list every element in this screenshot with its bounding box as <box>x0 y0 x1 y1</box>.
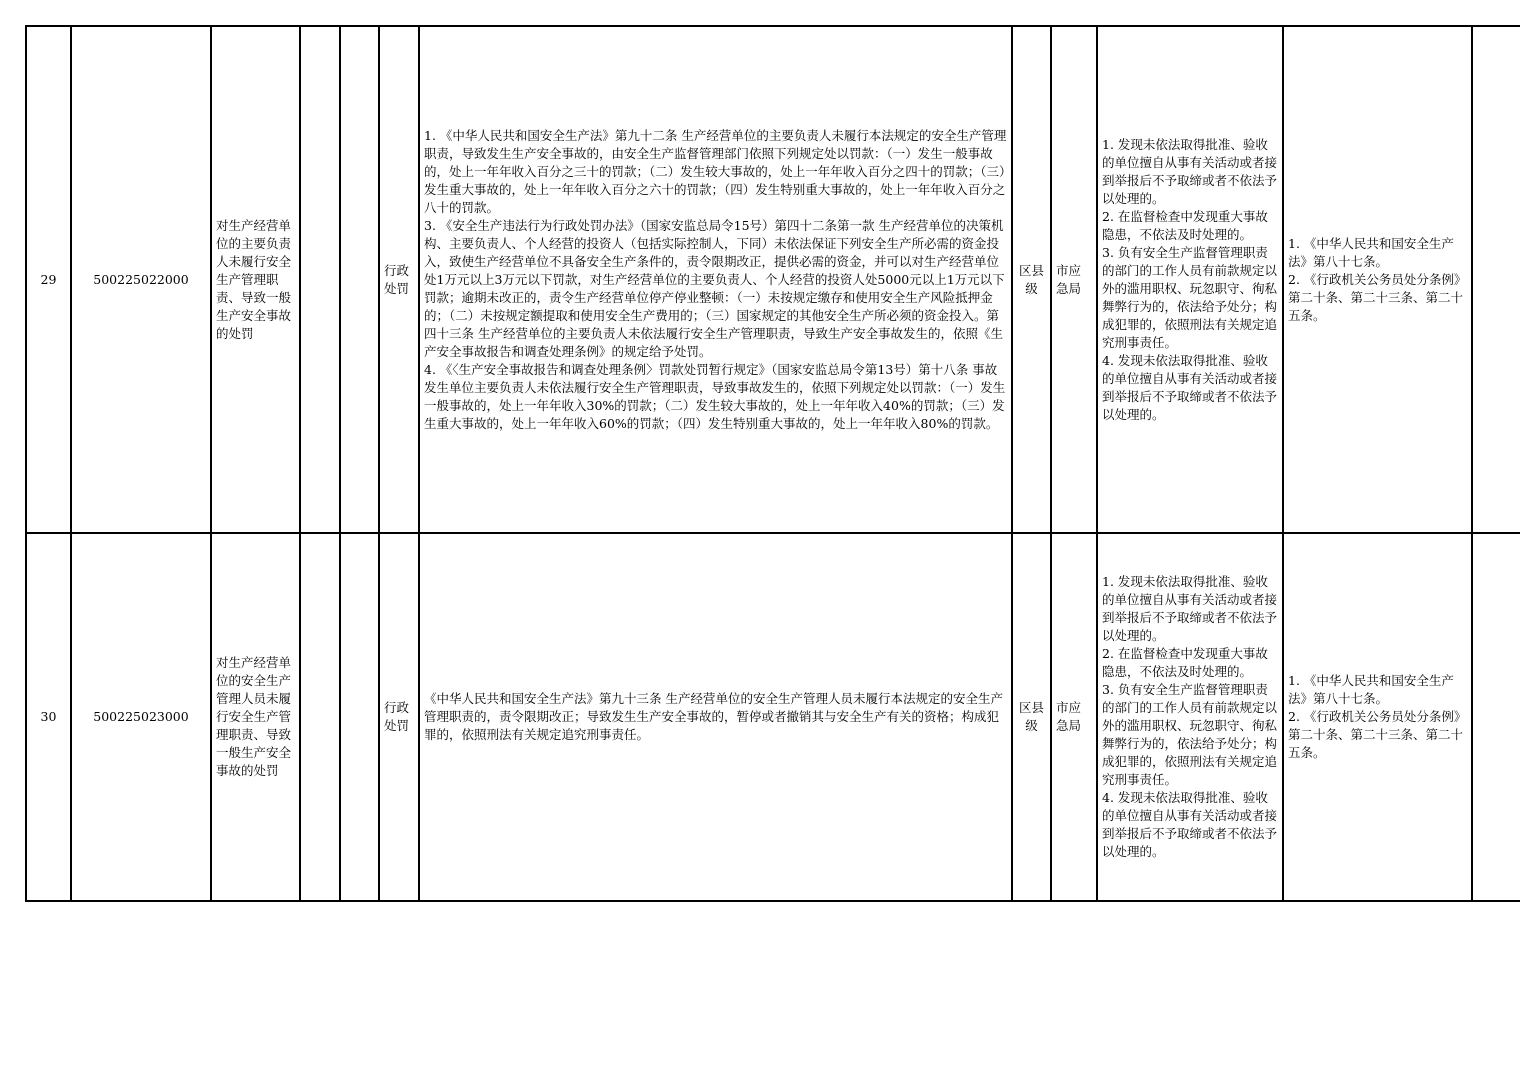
item-name: 对生产经营单位的安全生产管理人员未履行安全生产管理职责、导致一般生产安全事故的处罚 <box>211 533 300 901</box>
item-code: 500225022000 <box>71 26 211 533</box>
duty-item: 4. 发现未依法取得批准、验收的单位擅自从事有关活动或者接到举报后不予取缔或者不依法予以处理的。 <box>1102 352 1278 422</box>
accountability-basis <box>1283 26 1472 533</box>
empty-cell <box>1472 533 1520 901</box>
legal-basis-para: 4. 《〈生产安全事故报告和调查处理条例〉罚款处罚暂行规定》（国家安监总局令第13号）第十八条 事故发生单位主要负责人未依法履行安全生产管理职责，导致事故发生的，依照下列规定处以罚款：（一）发生一般事故的，处上一年年收入30%的罚款；（二）发生较大事故的，处上一年年收入40%的罚款；（三）发生重大事故的，处上一年年收入60%的罚款；（四）发生特别重大事故的，处上一年年收入80%的罚款。 <box>424 361 1006 431</box>
responsible-dept: 市应急局 <box>1051 26 1097 533</box>
duty-item: 4. 发现未依法取得批准、验收的单位擅自从事有关活动或者接到举报后不予取缔或者不依法予以处理的。 <box>1102 790 1278 859</box>
empty-cell <box>300 533 340 901</box>
legal-basis <box>419 26 1012 533</box>
accountability-item: 1. 《中华人民共和国安全生产法》第八十七条。 <box>1288 673 1454 706</box>
duty-item: 1. 发现未依法取得批准、验收的单位擅自从事有关活动或者接到举报后不予取缔或者不依法予以处理的。 <box>1102 136 1278 206</box>
empty-cell <box>340 26 379 533</box>
accountability-basis <box>1283 533 1472 901</box>
duty-item: 3. 负有安全生产监督管理职责的部门的工作人员有前款规定以外的滥用职权、玩忽职守、徇私舞弊行为的，依法给予处分；构成犯罪的，依照刑法有关规定追究刑事责任。 <box>1102 682 1278 787</box>
legal-basis-para: 3. 《安全生产违法行为行政处罚办法》（国家安监总局令15号）第四十二条第一款 生产经营单位的决策机构、主要负责人、个人经营的投资人（包括实际控制人，下同）未依法保证下列安全生产所必需的资金投入，致使生产经营单位不具备安全生产条件的，责令限期改正，提供必需的资金，并可以对生产经营单位处1万元以上3万元以下罚款，对生产经营单位的主要负责人、个人经营的投资人处5000元以上1万元以下罚款；逾期未改正的，责令生产经营单位停产停业整顿：（一）未按规定缴存和使用安全生产风险抵押金的；（二）未按规定额提取和使用安全生产费用的；（三）国家规定的其他安全生产所必须的资金投入。第四十三条 生产经营单位的主要负责人未依法履行安全生产管理职责，导致生产安全事故发生的，依照《生产安全事故报告和调查处理条例》的规定给予处罚。 <box>424 217 1005 359</box>
empty-cell <box>300 26 340 533</box>
table-row <box>26 533 1520 901</box>
item-type: 行政处罚 <box>379 533 419 901</box>
duty-item: 1. 发现未依法取得批准、验收的单位擅自从事有关活动或者接到举报后不予取缔或者不依法予以处理的。 <box>1102 574 1278 643</box>
duty-item: 2. 在监督检查中发现重大事故隐患，不依法及时处理的。 <box>1102 646 1268 679</box>
exercise-level: 区县级 <box>1012 533 1051 901</box>
duty-items <box>1097 26 1283 533</box>
exercise-level: 区县级 <box>1012 26 1051 533</box>
duty-items <box>1097 533 1283 901</box>
duty-item: 2. 在监督检查中发现重大事故隐患，不依法及时处理的。 <box>1102 208 1268 242</box>
legal-basis-para: 《中华人民共和国安全生产法》第九十三条 生产经营单位的安全生产管理人员未履行本法规定的安全生产管理职责的，责令限期改正；导致发生生产安全事故的，暂停或者撤销其与安全生产有关的资格；构成犯罪的，依照刑法有关规定追究刑事责任。 <box>424 691 1003 742</box>
responsible-dept: 市应急局 <box>1051 533 1097 901</box>
empty-cell <box>1472 26 1520 533</box>
empty-cell <box>340 533 379 901</box>
item-name: 对生产经营单位的主要负责人未履行安全生产管理职责、导致一般生产安全事故的处罚 <box>211 26 300 533</box>
accountability-item: 2. 《行政机关公务员处分条例》第二十条、第二十三条、第二十五条。 <box>1288 271 1467 323</box>
item-type: 行政处罚 <box>379 26 419 533</box>
item-code: 500225023000 <box>71 533 211 901</box>
table-row <box>26 26 1520 533</box>
accountability-item: 2. 《行政机关公务员处分条例》第二十条、第二十三条、第二十五条。 <box>1288 709 1467 760</box>
legal-basis <box>419 533 1012 901</box>
duty-item: 3. 负有安全生产监督管理职责的部门的工作人员有前款规定以外的滥用职权、玩忽职守、徇私舞弊行为的，依法给予处分；构成犯罪的，依照刑法有关规定追究刑事责任。 <box>1102 244 1278 350</box>
row-number: 30 <box>26 533 71 901</box>
legal-basis-para: 1. 《中华人民共和国安全生产法》第九十二条 生产经营单位的主要负责人未履行本法规定的安全生产管理职责，导致发生生产安全事故的，由安全生产监督管理部门依照下列规定处以罚款：（一）发生一般事故的，处上一年年收入百分之三十的罚款；（二）发生较大事故的，处上一年年收入百分之四十的罚款；（三）发生重大事故的，处上一年年收入百分之六十的罚款；（四）发生特别重大事故的，处上一年年收入百分之八十的罚款。 <box>424 127 1007 215</box>
power-list-table <box>25 25 1520 902</box>
row-number: 29 <box>26 26 71 533</box>
accountability-item: 1. 《中华人民共和国安全生产法》第八十七条。 <box>1288 235 1454 269</box>
